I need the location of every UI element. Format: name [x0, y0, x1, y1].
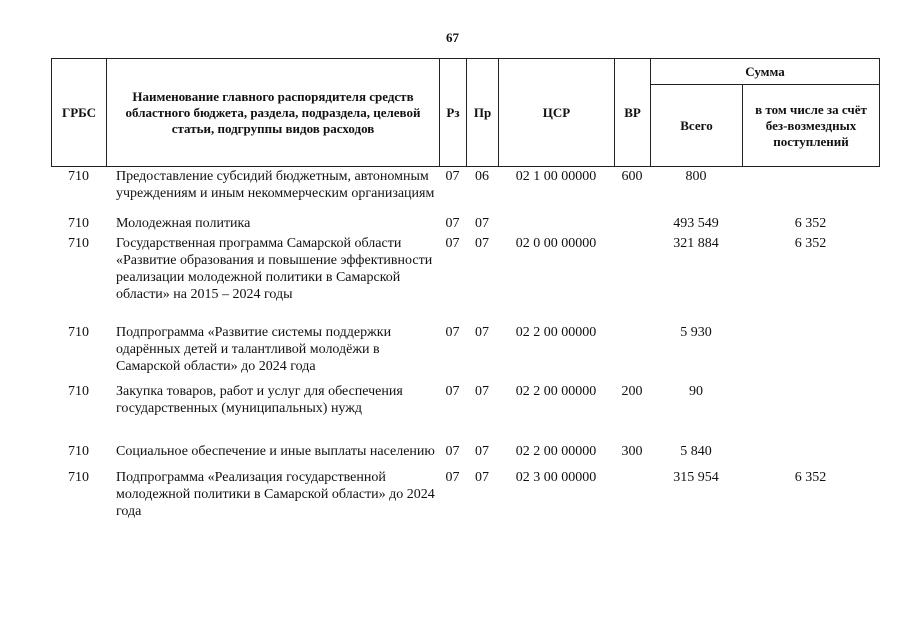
- table-row: [51, 214, 879, 234]
- cell-vr: [614, 234, 650, 305]
- cell-pr: 06: [475, 169, 489, 184]
- cell-grbs: 710: [68, 325, 89, 340]
- cell-grbs: 710: [68, 470, 89, 485]
- cell-grbs: 710: [68, 216, 89, 231]
- table-row: [51, 382, 879, 419]
- cell-rz: 07: [445, 384, 460, 399]
- cell-name: Подпрограмма «Реализация государственной молодежной политики в Самарской области» до 2024 года: [116, 470, 435, 519]
- cell-free: 6 352: [794, 236, 827, 251]
- cell-rz: 07: [445, 169, 460, 184]
- cell-vr: 600: [621, 169, 643, 184]
- cell-free: [742, 382, 879, 419]
- cell-free: 6 352: [794, 470, 827, 485]
- cell-rz: 07: [445, 470, 460, 485]
- header-rz: Рз: [440, 59, 467, 167]
- header-name: Наименование главного распорядителя средств областного бюджета, раздела, подраздела, целевой статьи, подгруппы видов расходов: [107, 59, 440, 167]
- cell-name: Предоставление субсидий бюджетным, автономным учреждениям и иным некоммерческим организациям: [116, 169, 435, 201]
- cell-name: Социальное обеспечение и иные выплаты населению: [116, 444, 435, 459]
- header-total: Всего: [651, 85, 743, 167]
- cell-vr: [614, 323, 650, 377]
- cell-csr: 02 2 00 00000: [515, 384, 597, 399]
- header-free: в том числе за счёт без-возмездных поступлений: [743, 85, 880, 167]
- cell-free: [742, 323, 879, 377]
- cell-name: Молодежная политика: [116, 216, 251, 231]
- table-row: [51, 323, 879, 377]
- cell-pr: 07: [475, 325, 489, 340]
- cell-total: 493 549: [673, 216, 719, 231]
- cell-pr: 07: [475, 216, 489, 231]
- cell-pr: 07: [475, 236, 489, 251]
- cell-total: 90: [689, 384, 703, 399]
- row-spacer: [51, 419, 879, 442]
- table-header: [51, 58, 880, 167]
- cell-free: 6 352: [794, 216, 827, 231]
- cell-rz: 07: [445, 444, 460, 459]
- cell-pr: 07: [475, 470, 489, 485]
- cell-csr: 02 2 00 00000: [515, 325, 597, 340]
- cell-grbs: 710: [68, 169, 89, 184]
- cell-free: [742, 442, 879, 462]
- cell-total: 321 884: [673, 236, 719, 251]
- table-row: [51, 167, 879, 204]
- cell-grbs: 710: [68, 384, 89, 399]
- header-grbs: ГРБС: [52, 59, 107, 167]
- cell-pr: 07: [475, 384, 489, 399]
- cell-csr: 02 2 00 00000: [515, 444, 597, 459]
- cell-total: 5 840: [680, 444, 712, 459]
- cell-total: 5 930: [680, 325, 712, 340]
- cell-rz: 07: [445, 216, 460, 231]
- cell-csr: 02 1 00 00000: [515, 169, 597, 184]
- row-spacer: [51, 305, 879, 323]
- table-body: [51, 167, 879, 522]
- cell-free: [742, 167, 879, 204]
- cell-csr: [498, 214, 614, 234]
- cell-vr: [614, 468, 650, 522]
- header-csr: ЦСР: [499, 59, 615, 167]
- table-row: [51, 442, 879, 462]
- cell-name: Государственная программа Самарской области «Развитие образования и повышение эффективности реализации молодежной политики в Самарской области» на 2015 – 2024 годы: [116, 236, 433, 302]
- cell-csr: 02 0 00 00000: [515, 236, 597, 251]
- cell-name: Закупка товаров, работ и услуг для обеспечения государственных (муниципальных) нужд: [116, 384, 403, 416]
- cell-vr: [614, 214, 650, 234]
- cell-csr: 02 3 00 00000: [515, 470, 597, 485]
- table-row: [51, 234, 879, 305]
- table-row: [51, 468, 879, 522]
- cell-rz: 07: [445, 325, 460, 340]
- page-number: 67: [446, 30, 459, 45]
- cell-grbs: 710: [68, 444, 89, 459]
- header-pr: Пр: [467, 59, 499, 167]
- cell-name: Подпрограмма «Развитие системы поддержки одарённых детей и талантливой молодёжи в Самарской области» до 2024 года: [116, 325, 392, 374]
- header-sum: Сумма: [651, 59, 880, 85]
- cell-rz: 07: [445, 236, 460, 251]
- cell-pr: 07: [475, 444, 489, 459]
- header-vr: ВР: [615, 59, 651, 167]
- cell-vr: 200: [621, 384, 643, 399]
- cell-total: 315 954: [673, 470, 719, 485]
- cell-grbs: 710: [68, 236, 89, 251]
- row-spacer: [51, 204, 879, 214]
- cell-vr: 300: [621, 444, 643, 459]
- cell-total: 800: [685, 169, 707, 184]
